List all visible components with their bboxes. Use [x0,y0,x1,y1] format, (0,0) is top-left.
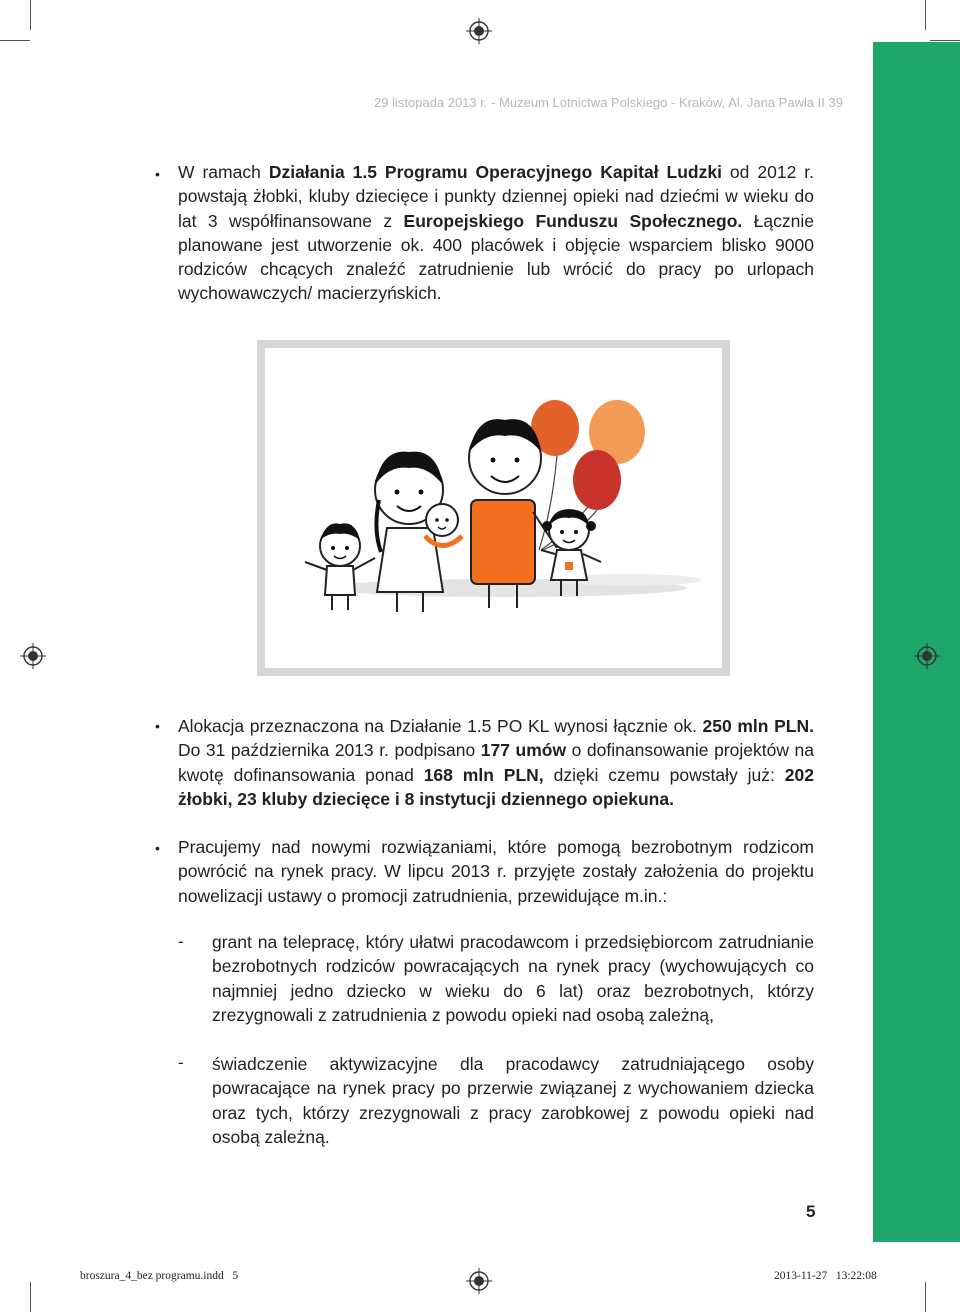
footer-filename: broszura_4_bez programu.indd 5 [80,1270,239,1282]
allocation-paragraph: Alokacja przeznaczona na Działanie 1.5 PO KL wynosi łącznie ok. 250 mln PLN. Do 31 października 2013 r. podpisano 177 umów o dofinansowanie projektów na kwotę dofinansowania ponad 168 mln PLN, dzięki czemu powstały już: 202 żłobki, 23 kluby dziecięce i 8 instytucji dziennego opiekuna. [178,716,814,809]
work-paragraph: Pracujemy nad nowymi rozwiązaniami, które pomogą bezrobotnym rodzicom powrócić na rynek pracy. W lipcu 2013 r. przyjęte zostały założenia do projektu nowelizacji ustawy o promocji zatrudnienia, przewidujące m.in.: [178,837,814,906]
registration-mark-icon [914,643,940,669]
sub-item-telework-grant: grant na telepracę, który ułatwi pracodawcom i przedsiębiorcom zatrudnianie bezrobotnych rodziców powracających na rynek pracy (wychowujących co najmniej jedno dziecko w wieku do 6 lat) oraz bezrobotnych, którzy zrezygnowali z zatrudnienia z powodu opieki nad osobą zależną, [212,932,814,1025]
green-side-band [873,42,960,1242]
family-illustration [257,340,730,676]
crop-mark [930,40,960,41]
dash-bullet: - [178,932,184,951]
registration-mark-icon [20,643,46,669]
footer-timestamp: 2013-11-27 13:22:08 [774,1270,877,1282]
crop-mark [925,1282,926,1312]
dash-bullet: - [178,1053,184,1072]
page-number: 5 [806,1202,816,1221]
bullet-icon: • [155,166,160,182]
sub-item-activation-benefit: świadczenie aktywizacyjne dla pracodawcy zatrudniającego osoby powracające na rynek pracy po przerwie związanej z wychowaniem dziecka oraz tych, którzy zrezygnowali z pracy zarobkowej z powodu opieki nad osobą zależną. [212,1054,814,1147]
bullet-icon: • [155,840,160,856]
page-header: 29 listopada 2013 r. - Muzeum Lotnictwa Polskiego - Kraków, Al. Jana Pawła II 39 [374,95,843,110]
crop-mark [925,0,926,30]
crop-mark [0,40,30,41]
bullet-icon: • [155,718,160,734]
registration-mark-icon [466,1268,492,1294]
intro-paragraph: W ramach Działania 1.5 Programu Operacyjnego Kapitał Ludzki od 2012 r. powstają żłobki, kluby dziecięce i punkty dziennej opieki nad dziećmi w wieku do lat 3 współfinansowane z Europejskiego Funduszu Społecznego. Łącznie planowane jest utworzenie ok. 400 placówek i objęcie wsparciem blisko 9000 rodziców chcących znaleźć zatrudnienie lub wrócić do pracy po urlopach wychowawczych/ macierzyńskich. [178,162,814,304]
crop-mark [30,1282,31,1312]
registration-mark-icon [466,18,492,44]
crop-mark [30,0,31,30]
